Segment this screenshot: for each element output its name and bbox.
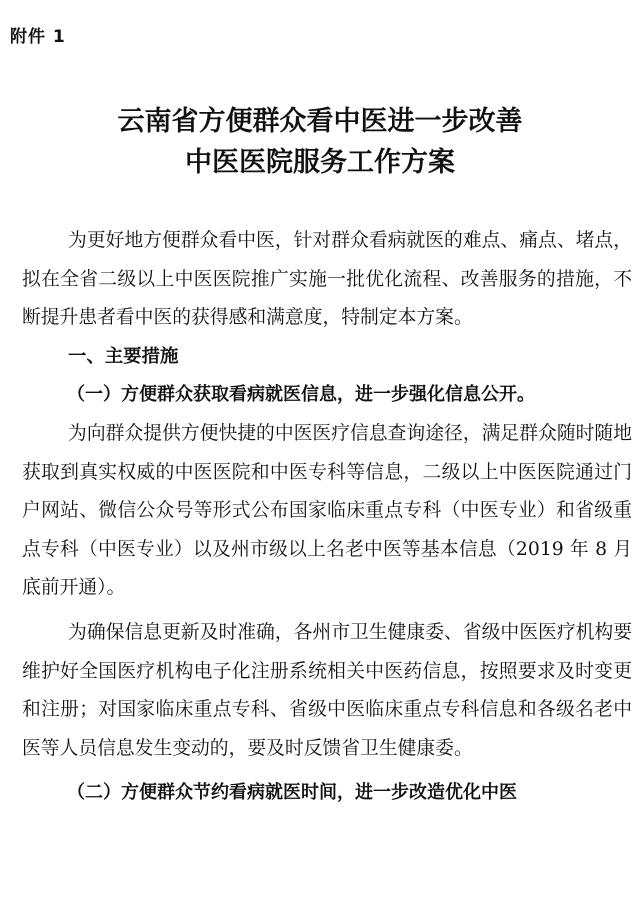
subsection-heading-2: （二）方便群众节约看病就医时间，进一步改造优化中医 [67,782,517,804]
document-body [22,222,632,813]
section-heading-main-measures: 一、主要措施 [68,345,179,367]
paragraph-info-update: 为确保信息更新及时准确，各州市卫生健康委、省级中医医疗机构要维护好全国医疗机构电子化注册系统相关中医药信息，按照要求及时变更和注册；对国家临床重点专科、省级中医临床重点专科信息和各级名老中医等人员信息发生变动的，要及时反馈省卫生健康委。 [22,621,632,759]
intro-paragraph: 为更好地方便群众看中医，针对群众看病就医的难点、痛点、堵点，拟在全省二级以上中医医院推广实施一批优化流程、改善服务的措施，不断提升患者看中医的获得感和满意度，特制定本方案。 [22,230,632,329]
document-title-line-2: 中医医院服务工作方案 [185,147,455,178]
paragraph-info-query: 为向群众提供方便快捷的中医医疗信息查询途径，满足群众随时随地获取到真实权威的中医医院和中医专科等信息，二级以上中医医院通过门户网站、微信公众号等形式公布国家临床重点专科（中医专业）和省级重点专科（中医专业）以及州市级以上名老中医等基本信息（2019 年 8 月底前开通）。 [22,422,632,599]
attachment-label: 附件 1 [10,27,66,47]
document-title-line-1: 云南省方便群众看中医进一步改善 [117,106,523,137]
subsection-heading-1: （一）方便群众获取看病就医信息，进一步强化信息公开。 [67,384,535,406]
